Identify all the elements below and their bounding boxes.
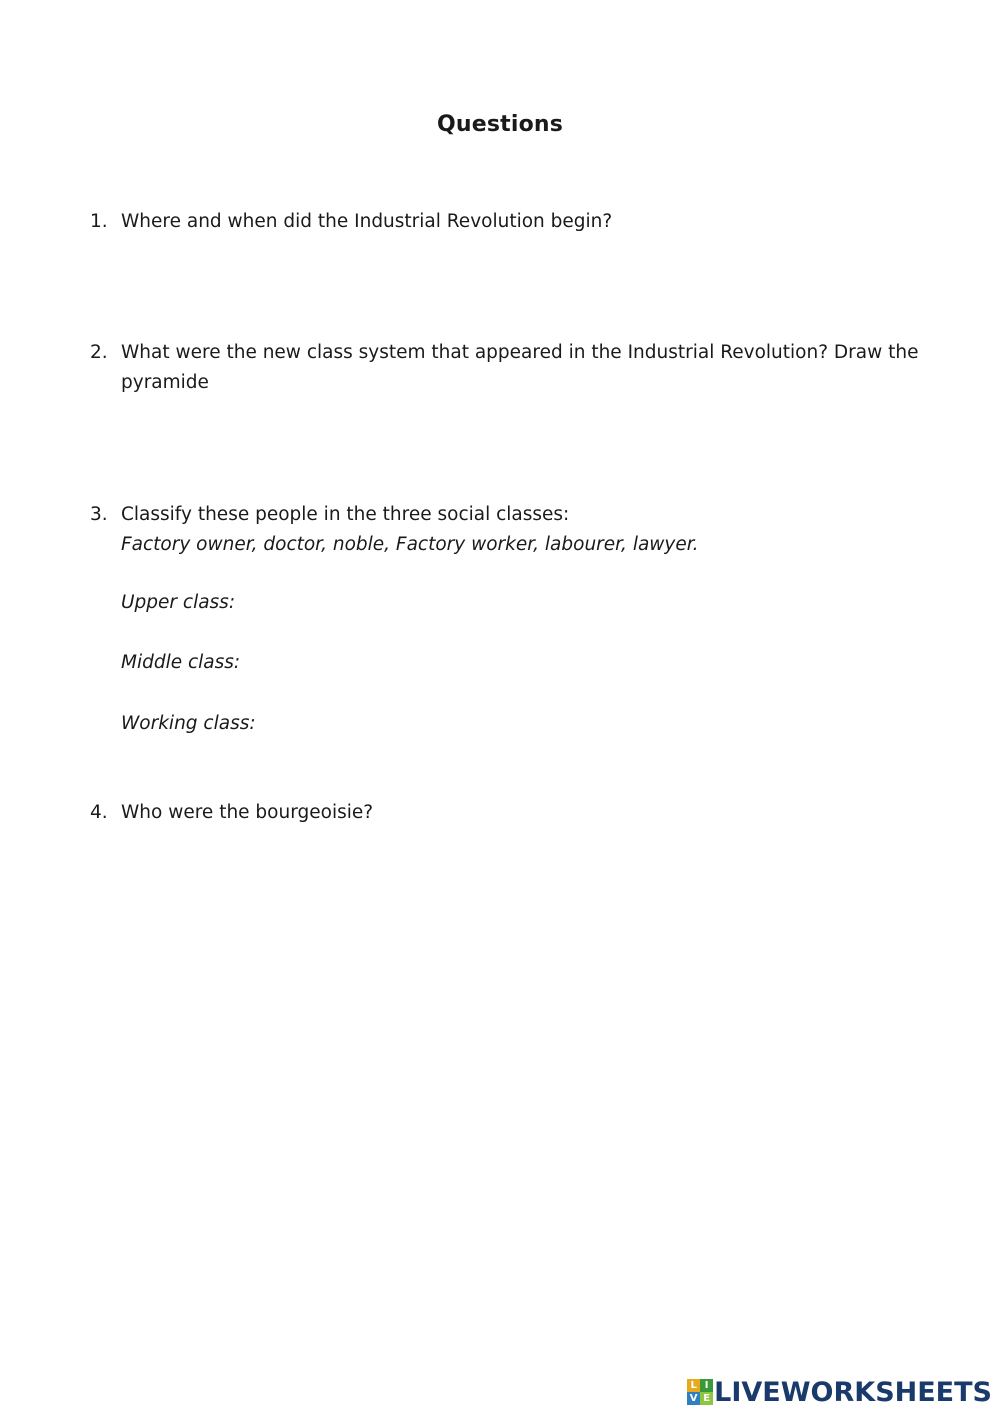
question-text: Classify these people in the three social classes: (121, 504, 570, 525)
working-class-label: Working class: (121, 713, 256, 734)
people-list: Factory owner, doctor, noble, Factory worker, labourer, lawyer. (121, 534, 699, 555)
page-title: Questions (436, 112, 564, 137)
liveworksheets-logo (687, 1377, 992, 1407)
question-4 (90, 798, 950, 828)
logo-text: LIVEWORKSHEETS (714, 1376, 992, 1408)
question-number: 2. (90, 342, 108, 363)
question-number: 3. (90, 504, 108, 525)
question-2 (90, 338, 950, 398)
badge-letter: L (687, 1379, 700, 1392)
question-3 (90, 500, 950, 560)
question-text: Who were the bourgeoisie? (121, 802, 374, 823)
badge-letter: I (700, 1379, 713, 1392)
badge-letter: V (687, 1392, 700, 1405)
question-1 (90, 207, 950, 237)
middle-class-label: Middle class: (121, 652, 241, 673)
upper-class-label: Upper class: (121, 592, 236, 613)
question-text: Where and when did the Industrial Revolution begin? (121, 211, 613, 232)
question-number: 1. (90, 211, 108, 232)
logo-badge-icon (687, 1379, 713, 1405)
badge-letter: E (700, 1392, 713, 1405)
question-text: What were the new class system that appeared in the Industrial Revolution? Draw the pyramide (121, 342, 919, 393)
question-number: 4. (90, 802, 108, 823)
